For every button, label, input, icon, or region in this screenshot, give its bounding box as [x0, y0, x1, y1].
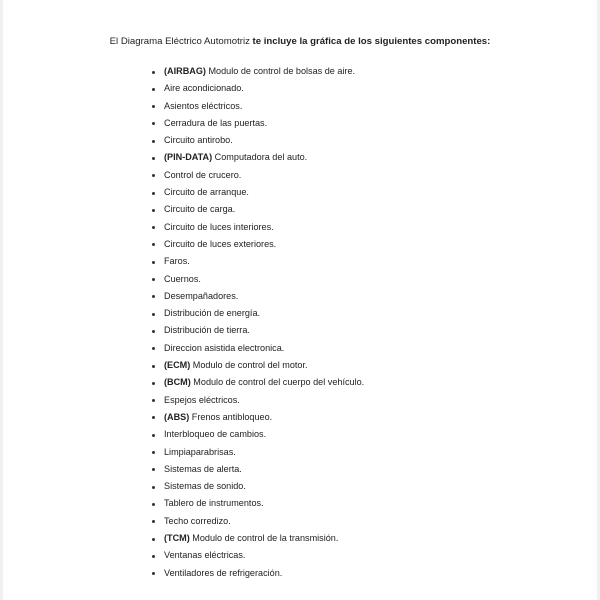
list-item [152, 149, 536, 166]
list-item-label: Sistemas de alerta. [164, 463, 242, 474]
list-item [152, 63, 536, 80]
list-item [152, 201, 536, 218]
list-item [152, 426, 536, 443]
list-item-label: Distribución de energía. [164, 308, 261, 319]
list-item-label: Control de crucero. [164, 169, 242, 180]
list-item-label: Modulo de control del cuerpo del vehículo. [190, 377, 365, 388]
list-item [152, 530, 536, 547]
list-item-code: (BCM) [164, 377, 191, 388]
list-item-label: Sistemas de sonido. [164, 481, 246, 492]
list-item [152, 219, 536, 236]
list-item [152, 132, 536, 149]
list-item-label: Circuito de carga. [164, 204, 236, 215]
list-item-label: Distribución de tierra. [164, 325, 250, 336]
list-item-label: Cuernos. [164, 273, 201, 284]
list-item [152, 374, 536, 391]
list-item [152, 115, 536, 132]
list-item-label: Cerradura de las puertas. [164, 117, 268, 128]
list-item-code: (ABS) [164, 411, 190, 422]
list-item [152, 184, 536, 201]
list-item-label: Ventiladores de refrigeración. [164, 567, 283, 578]
list-item [152, 98, 536, 115]
list-item-label: Tablero de instrumentos. [164, 498, 264, 509]
list-item-label: Desempañadores. [164, 290, 239, 301]
list-item-label: Limpiaparabrisas. [164, 446, 236, 457]
list-item-code: (ECM) [164, 360, 191, 371]
list-item [152, 271, 536, 288]
list-item-code: (AIRBAG) [164, 66, 206, 76]
list-item [152, 357, 536, 374]
list-item-label: Frenos antibloqueo. [189, 411, 273, 422]
list-item-label: Modulo de control de la transmisión. [189, 533, 339, 544]
list-item-label: Direccion asistida electronica. [164, 342, 285, 353]
list-item [152, 340, 536, 357]
list-item [152, 322, 536, 339]
page-title-run: El Diagrama Eléctrico Automotriz [109, 36, 253, 47]
list-item-label: Asientos eléctricos. [164, 100, 243, 111]
list-item [152, 495, 536, 512]
list-item-label: Computadora del auto. [212, 152, 308, 163]
list-item-label: Circuito antirobo. [164, 135, 233, 146]
list-item [152, 409, 536, 426]
list-item-code: (PIN-DATA) [164, 152, 213, 163]
list-item-label: Modulo de control de bolsas de aire. [205, 66, 356, 76]
list-item [152, 305, 536, 322]
list-item-label: Modulo de control del motor. [190, 360, 308, 371]
component-list [64, 63, 536, 582]
page-title [64, 34, 536, 49]
list-item [152, 253, 536, 270]
list-item [152, 288, 536, 305]
list-item-label: Circuito de luces interiores. [164, 221, 274, 232]
list-item [152, 167, 536, 184]
list-item [152, 461, 536, 478]
list-item [152, 392, 536, 409]
list-item [152, 513, 536, 530]
list-item [152, 236, 536, 253]
list-item-label: Interbloqueo de cambios. [164, 429, 267, 440]
list-item [152, 547, 536, 564]
page-title-run: te incluye la gráfica de los siguientes componentes: [252, 36, 491, 47]
list-item-label: Circuito de luces exteriores. [164, 238, 277, 249]
list-item-label: Circuito de arranque. [164, 187, 249, 198]
list-item-label: Faros. [164, 256, 190, 267]
list-item-label: Aire acondicionado. [164, 83, 244, 94]
list-item-label: Espejos eléctricos. [164, 394, 240, 405]
list-item-label: Techo corredizo. [164, 515, 231, 526]
list-item-label: Ventanas eléctricas. [164, 550, 246, 561]
list-item [152, 478, 536, 495]
list-item [152, 444, 536, 461]
list-item [152, 80, 536, 97]
list-item-code: (TCM) [164, 533, 190, 544]
list-item [152, 565, 536, 582]
